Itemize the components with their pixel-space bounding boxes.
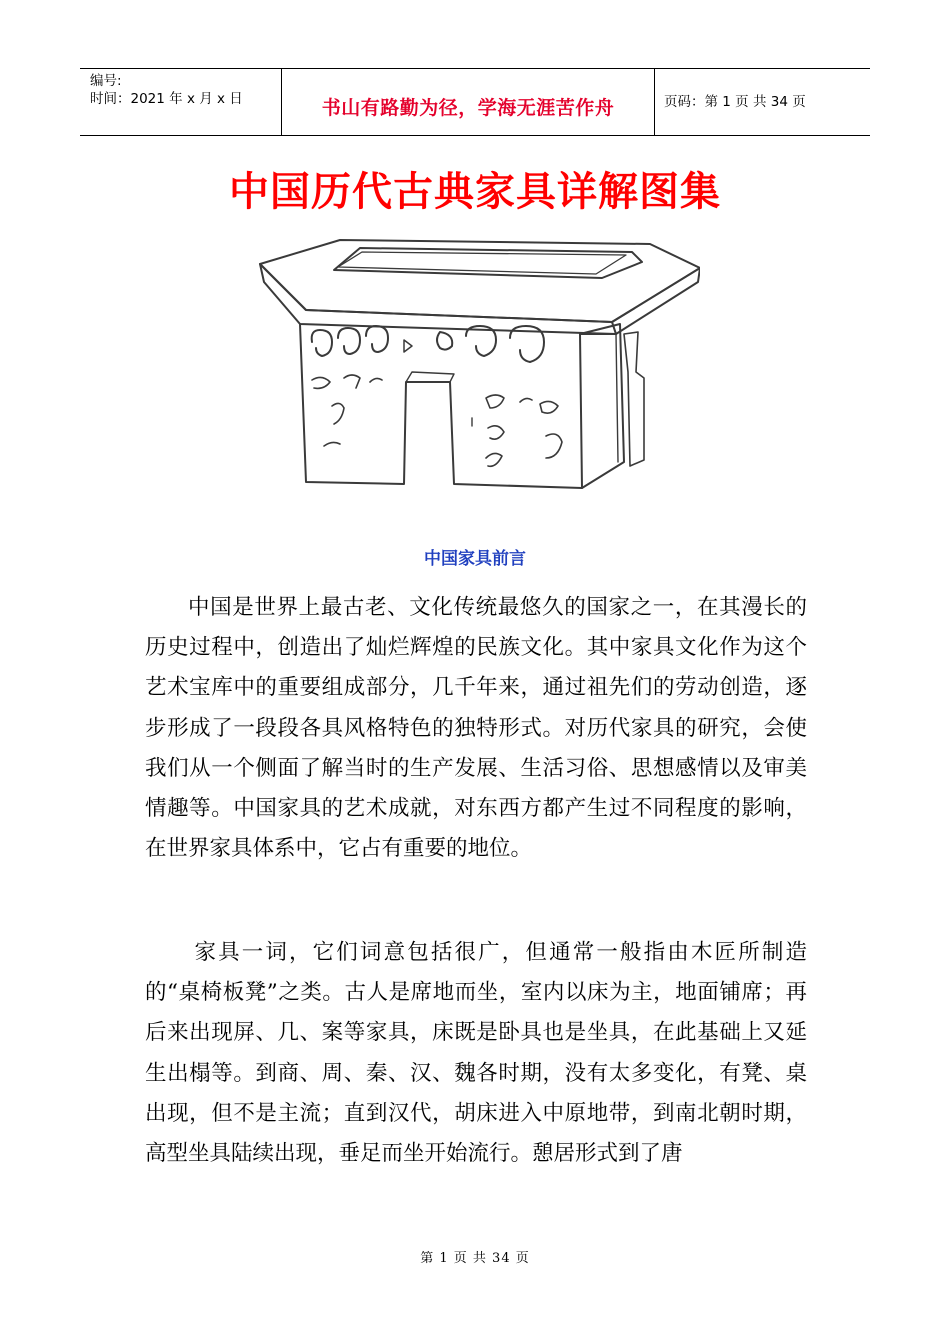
header-page-cell — [654, 69, 870, 135]
document-header — [80, 68, 870, 136]
header-meta-cell — [80, 69, 280, 135]
header-motto: 书山有路勤为径，学海无涯苦作舟 — [321, 97, 615, 119]
section-title: 中国家具前言 — [424, 549, 526, 569]
page-title: 中国历代古典家具详解图集 — [229, 169, 721, 215]
bronze-table-sketch-icon — [240, 222, 700, 512]
paragraph-intro: 中国是世界上最古老、文化传统最悠久的国家之一，在其漫长的历史过程中，创造出了灿烂辉煌的民族文化。其中家具文化作为这个艺术宝库中的重要组成部分，几千年来，通过祖先们的劳动创造，逐步形成了一段段各具风格特色的独特形式。对历代家具的研究，会使我们从一个侧面了解当时的生产发展、生活习俗、思想感情以及审美情趣等。中国家具的艺术成就，对东西方都产生过不同程度的影响，在世界家具体系中，它占有重要的地位。 — [145, 595, 807, 862]
page-footer: 第 1 页 共 34 页 — [420, 1251, 530, 1266]
document-date: 时间：2021 年 x 月 x 日 — [90, 91, 243, 107]
header-motto-cell — [281, 69, 655, 135]
furniture-illustration — [240, 222, 700, 512]
header-page-info: 页码：第 1 页 共 34 页 — [664, 94, 806, 110]
paragraph-furniture-term: 家具一词，它们词意包括很广，但通常一般指由木匠所制造的“桌椅板凳”之类。古人是席地而坐，室内以床为主，地面铺席；再后来出现屏、几、案等家具，床既是卧具也是坐具，在此基础上又延生出榻等。到商、周、秦、汉、魏各时期，没有太多变化，有凳、桌出现，但不是主流；直到汉代，胡床进入中原地带，到南北朝时期，高型坐具陆续出现，垂足而坐开始流行。憩居形式到了唐 — [145, 940, 807, 1167]
document-number-label: 编号: — [90, 73, 122, 89]
